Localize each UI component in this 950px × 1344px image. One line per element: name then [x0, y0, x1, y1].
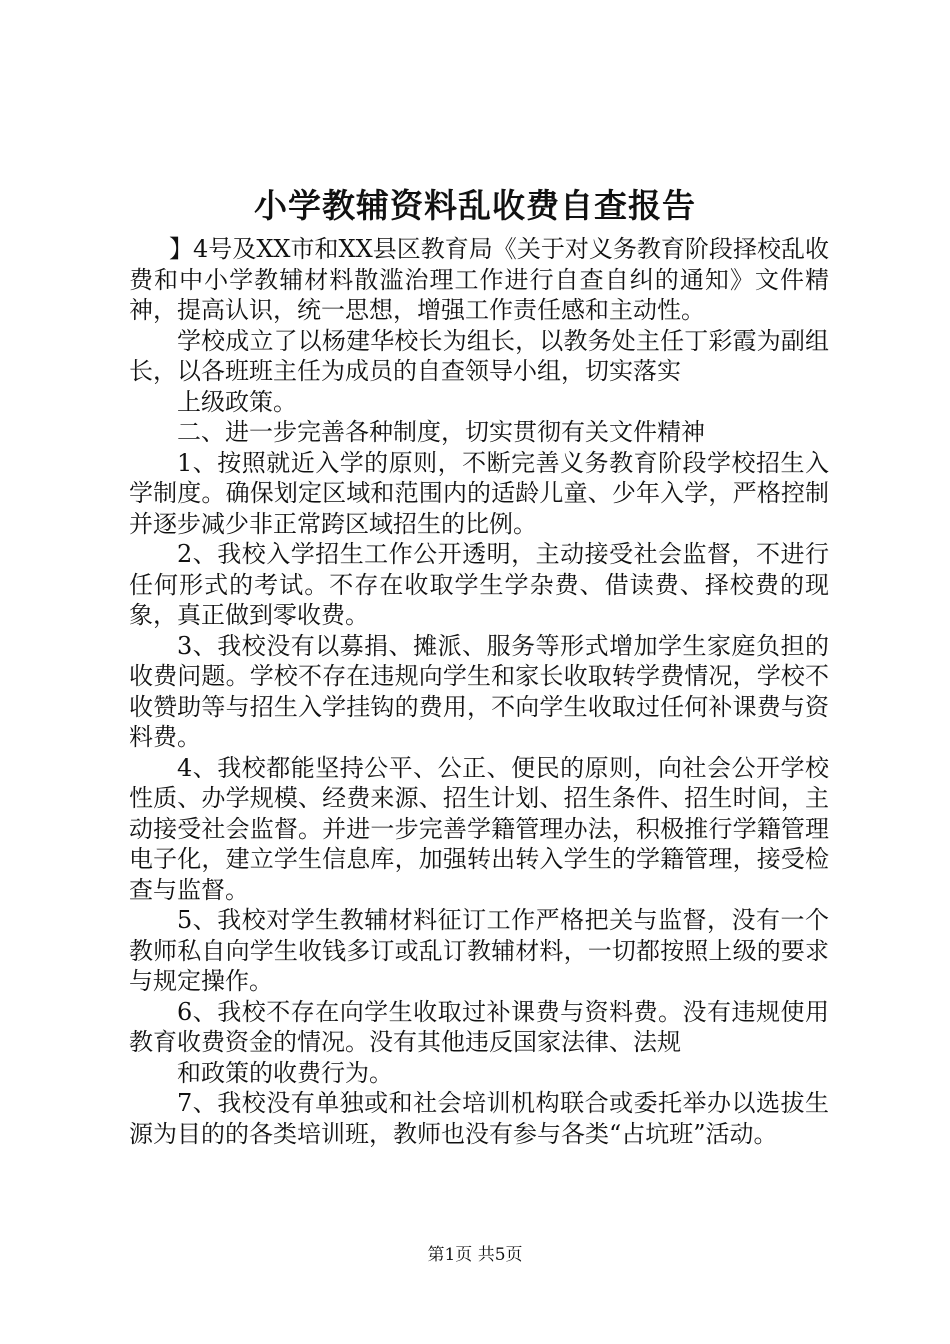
paragraph-policy: 上级政策。: [177, 387, 297, 416]
paragraph-item-6: 6、我校不存在向学生收取过补课费与资料费。没有违规使用教育收费资金的情况。没有其他违反国家法律、法规: [129, 997, 829, 1056]
document-body: [129, 234, 829, 1149]
paragraph-item-1: 1、按照就近入学的原则，不断完善义务教育阶段学校招生入学制度。确保划定区域和范围内的适龄儿童、少年入学，严格控制并逐步减少非正常跨区域招生的比例。: [129, 448, 829, 538]
paragraph-item-2: 2、我校入学招生工作公开透明，主动接受社会监督，不进行任何形式的考试。不存在收取学生学杂费、借读费、择校费的现象，真正做到零收费。: [129, 540, 829, 629]
document-title: 小学教辅资料乱收费自查报告: [254, 186, 696, 225]
page-footer: 第1页 共5页: [427, 1245, 523, 1265]
paragraph-item-6-continued: 和政策的收费行为。: [177, 1058, 393, 1087]
paragraph-item-7: 7、我校没有单独或和社会培训机构联合或委托举办以选拔生源为目的的各类培训班，教师也没有参与各类“占坑班”活动。: [129, 1089, 829, 1148]
paragraph-leadership-group: 学校成立了以杨建华校长为组长，以教务处主任丁彩霞为副组长，以各班班主任为成员的自查领导小组，切实落实: [129, 326, 829, 385]
paragraph-item-5: 5、我校对学生教辅材料征订工作严格把关与监督，没有一个教师私自向学生收钱多订或乱订教辅材料，一切都按照上级的要求与规定操作。: [129, 906, 829, 995]
paragraph-intro: 】4号及XX市和XX县区教育局《关于对义务教育阶段择校乱收费和中小学教辅材料散滥治理工作进行自查自纠的通知》文件精神，提高认识，统一思想，增强工作责任感和主动性。: [129, 235, 829, 324]
paragraph-item-3: 3、我校没有以募捐、摊派、服务等形式增加学生家庭负担的收费问题。学校不存在违规向学生和家长收取转学费情况，学校不收赞助等与招生入学挂钩的费用，不向学生收取过任何补课费与资料费。: [129, 631, 829, 751]
section-heading: 二、进一步完善各种制度，切实贯彻有关文件精神: [177, 418, 705, 446]
paragraph-item-4: 4、我校都能坚持公平、公正、便民的原则，向社会公开学校性质、办学规模、经费来源、招生计划、招生条件、招生时间，主动接受社会监督。并进一步完善学籍管理办法，积极推行学籍管理电子化，建立学生信息库，加强转出转入学生的学籍管理，接受检查与监督。: [129, 753, 829, 904]
